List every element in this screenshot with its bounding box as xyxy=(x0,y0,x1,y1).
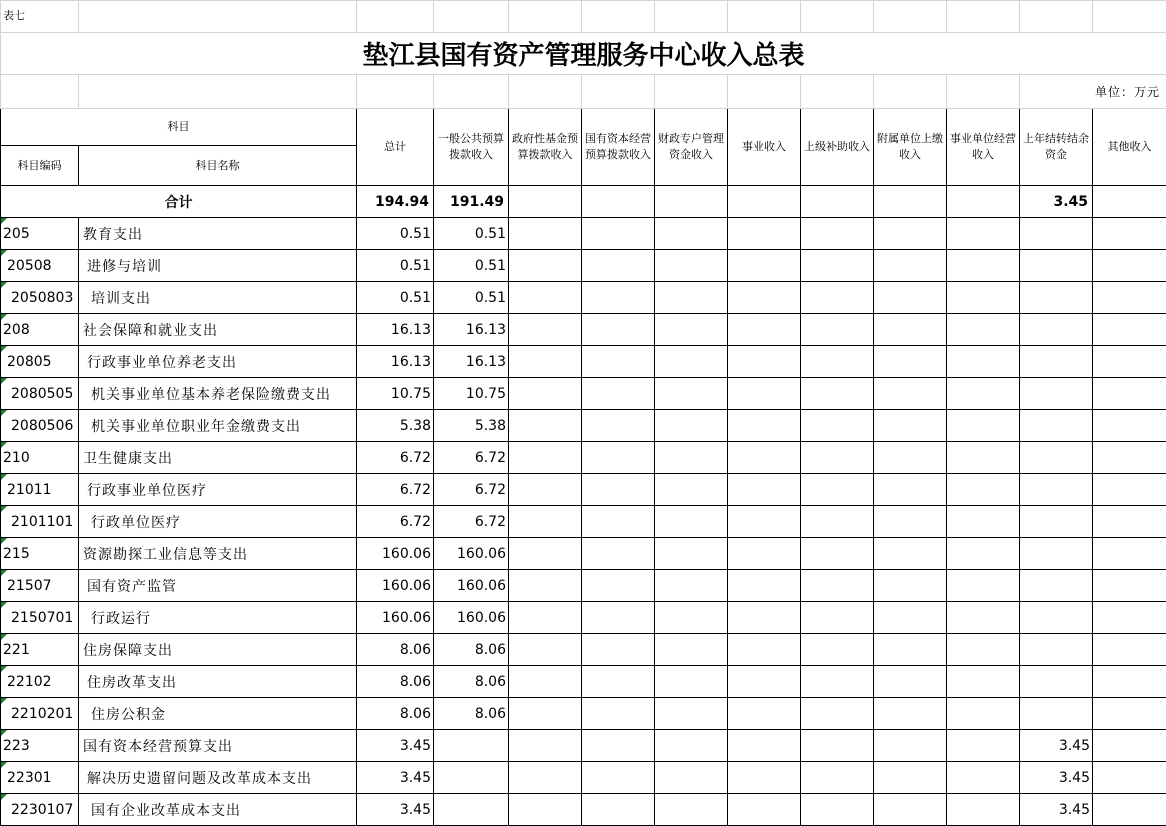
row-general-budget: 160.06 xyxy=(434,570,509,602)
row-other-income xyxy=(1093,378,1166,410)
row-fiscal-special xyxy=(655,666,728,698)
row-affiliated-unit xyxy=(874,698,947,730)
row-business-income xyxy=(728,794,801,826)
row-business-income xyxy=(728,602,801,634)
row-total: 8.06 xyxy=(357,634,434,666)
row-fiscal-special xyxy=(655,602,728,634)
row-general-budget: 5.38 xyxy=(434,410,509,442)
row-state-capital xyxy=(582,634,655,666)
row-gov-fund xyxy=(509,314,582,346)
row-affiliated-unit xyxy=(874,634,947,666)
row-general-budget: 0.51 xyxy=(434,282,509,314)
row-fiscal-special xyxy=(655,282,728,314)
row-fiscal-special xyxy=(655,634,728,666)
row-carryover xyxy=(1020,250,1093,282)
row-business-income xyxy=(728,346,801,378)
row-gov-fund xyxy=(509,698,582,730)
table-row xyxy=(1,762,1166,794)
header-fiscal-special: 财政专户管理资金收入 xyxy=(655,109,728,186)
row-business-income xyxy=(728,666,801,698)
row-affiliated-unit xyxy=(874,602,947,634)
table-row xyxy=(1,474,1166,506)
row-business-income xyxy=(728,730,801,762)
row-carryover xyxy=(1020,698,1093,730)
row-code: 221 xyxy=(1,634,79,666)
row-other-income xyxy=(1093,474,1166,506)
row-fiscal-special xyxy=(655,538,728,570)
row-carryover xyxy=(1020,346,1093,378)
row-business-operation xyxy=(947,410,1020,442)
row-code: 20805 xyxy=(1,346,79,378)
total-amount: 194.94 xyxy=(357,186,434,218)
row-name: 解决历史遗留问题及改革成本支出 xyxy=(79,762,357,794)
row-state-capital xyxy=(582,346,655,378)
row-business-operation xyxy=(947,634,1020,666)
row-superior-subsidy xyxy=(801,762,874,794)
row-fiscal-special xyxy=(655,474,728,506)
row-superior-subsidy xyxy=(801,570,874,602)
row-superior-subsidy xyxy=(801,634,874,666)
data-rows xyxy=(1,218,1166,826)
row-general-budget: 8.06 xyxy=(434,698,509,730)
row-business-income xyxy=(728,506,801,538)
row-total: 160.06 xyxy=(357,602,434,634)
row-name: 机关事业单位职业年金缴费支出 xyxy=(79,410,357,442)
row-total: 3.45 xyxy=(357,762,434,794)
row-total: 3.45 xyxy=(357,794,434,826)
header-business-operation: 事业单位经营收入 xyxy=(947,109,1020,186)
row-general-budget: 16.13 xyxy=(434,346,509,378)
row-gov-fund xyxy=(509,602,582,634)
row-name: 社会保障和就业支出 xyxy=(79,314,357,346)
row-general-budget: 16.13 xyxy=(434,314,509,346)
row-business-operation xyxy=(947,250,1020,282)
row-business-operation xyxy=(947,698,1020,730)
row-carryover xyxy=(1020,570,1093,602)
row-business-income xyxy=(728,218,801,250)
row-name: 住房保障支出 xyxy=(79,634,357,666)
row-carryover xyxy=(1020,666,1093,698)
row-gov-fund xyxy=(509,506,582,538)
row-total: 16.13 xyxy=(357,346,434,378)
row-code: 22301 xyxy=(1,762,79,794)
row-gov-fund xyxy=(509,442,582,474)
page-title: 垫江县国有资产管理服务中心收入总表 xyxy=(1,33,1166,75)
row-other-income xyxy=(1093,538,1166,570)
row-superior-subsidy xyxy=(801,474,874,506)
row-superior-subsidy xyxy=(801,730,874,762)
row-carryover xyxy=(1020,602,1093,634)
row-business-income xyxy=(728,250,801,282)
row-code: 2101101 xyxy=(1,506,79,538)
row-code: 2210201 xyxy=(1,698,79,730)
header-subject: 科目 xyxy=(1,109,357,146)
row-business-operation xyxy=(947,282,1020,314)
row-other-income xyxy=(1093,602,1166,634)
row-total: 16.13 xyxy=(357,314,434,346)
row-superior-subsidy xyxy=(801,314,874,346)
row-fiscal-special xyxy=(655,218,728,250)
row-total: 3.45 xyxy=(357,730,434,762)
row-other-income xyxy=(1093,506,1166,538)
row-state-capital xyxy=(582,506,655,538)
row-affiliated-unit xyxy=(874,442,947,474)
row-code: 2050803 xyxy=(1,282,79,314)
row-fiscal-special xyxy=(655,762,728,794)
row-state-capital xyxy=(582,474,655,506)
unit-label: 单位：万元 xyxy=(1020,75,1166,109)
row-superior-subsidy xyxy=(801,602,874,634)
row-superior-subsidy xyxy=(801,666,874,698)
row-affiliated-unit xyxy=(874,730,947,762)
row-affiliated-unit xyxy=(874,538,947,570)
total-label: 合计 xyxy=(1,186,357,218)
row-other-income xyxy=(1093,314,1166,346)
row-affiliated-unit xyxy=(874,314,947,346)
row-business-operation xyxy=(947,218,1020,250)
row-gov-fund xyxy=(509,570,582,602)
row-code: 215 xyxy=(1,538,79,570)
row-superior-subsidy xyxy=(801,282,874,314)
row-gov-fund xyxy=(509,730,582,762)
row-state-capital xyxy=(582,698,655,730)
table-row xyxy=(1,794,1166,826)
table-row xyxy=(1,218,1166,250)
header-gov-fund: 政府性基金预算拨款收入 xyxy=(509,109,582,186)
row-fiscal-special xyxy=(655,506,728,538)
total-general-budget: 191.49 xyxy=(434,186,509,218)
row-superior-subsidy xyxy=(801,506,874,538)
row-total: 160.06 xyxy=(357,538,434,570)
row-total: 8.06 xyxy=(357,698,434,730)
table-row xyxy=(1,282,1166,314)
row-name: 教育支出 xyxy=(79,218,357,250)
row-state-capital xyxy=(582,538,655,570)
row-superior-subsidy xyxy=(801,250,874,282)
row-code: 2150701 xyxy=(1,602,79,634)
table-row xyxy=(1,314,1166,346)
row-business-income xyxy=(728,634,801,666)
header-general-budget: 一般公共预算拨款收入 xyxy=(434,109,509,186)
header-affiliated-unit: 附属单位上缴收入 xyxy=(874,109,947,186)
row-carryover xyxy=(1020,282,1093,314)
row-business-income xyxy=(728,378,801,410)
row-business-operation xyxy=(947,794,1020,826)
row-business-income xyxy=(728,538,801,570)
header-other-income: 其他收入 xyxy=(1093,109,1166,186)
header-code: 科目编码 xyxy=(1,146,79,186)
row-other-income xyxy=(1093,250,1166,282)
row-name: 国有资产监管 xyxy=(79,570,357,602)
table-row xyxy=(1,634,1166,666)
row-state-capital xyxy=(582,314,655,346)
row-gov-fund xyxy=(509,218,582,250)
row-carryover xyxy=(1020,474,1093,506)
row-gov-fund xyxy=(509,794,582,826)
row-total: 6.72 xyxy=(357,506,434,538)
table-row xyxy=(1,666,1166,698)
total-carryover: 3.45 xyxy=(1020,186,1093,218)
row-general-budget: 6.72 xyxy=(434,442,509,474)
row-affiliated-unit xyxy=(874,474,947,506)
row-gov-fund xyxy=(509,762,582,794)
row-code: 20508 xyxy=(1,250,79,282)
row-state-capital xyxy=(582,762,655,794)
row-fiscal-special xyxy=(655,250,728,282)
row-other-income xyxy=(1093,570,1166,602)
row-business-operation xyxy=(947,314,1020,346)
row-carryover: 3.45 xyxy=(1020,794,1093,826)
table-row xyxy=(1,346,1166,378)
row-business-income xyxy=(728,570,801,602)
row-general-budget xyxy=(434,762,509,794)
row-business-income xyxy=(728,474,801,506)
row-affiliated-unit xyxy=(874,378,947,410)
row-business-income xyxy=(728,282,801,314)
header-name: 科目名称 xyxy=(79,146,357,186)
row-fiscal-special xyxy=(655,730,728,762)
row-other-income xyxy=(1093,794,1166,826)
row-affiliated-unit xyxy=(874,666,947,698)
row-state-capital xyxy=(582,794,655,826)
row-affiliated-unit xyxy=(874,250,947,282)
row-fiscal-special xyxy=(655,410,728,442)
row-superior-subsidy xyxy=(801,698,874,730)
row-superior-subsidy xyxy=(801,794,874,826)
row-name: 行政事业单位养老支出 xyxy=(79,346,357,378)
row-fiscal-special xyxy=(655,794,728,826)
row-gov-fund xyxy=(509,666,582,698)
table-tag: 表七 xyxy=(1,1,79,33)
row-code: 210 xyxy=(1,442,79,474)
row-name: 行政单位医疗 xyxy=(79,506,357,538)
row-superior-subsidy xyxy=(801,378,874,410)
row-total: 8.06 xyxy=(357,666,434,698)
row-business-operation xyxy=(947,378,1020,410)
table-row xyxy=(1,538,1166,570)
row-name: 资源勘探工业信息等支出 xyxy=(79,538,357,570)
row-affiliated-unit xyxy=(874,346,947,378)
row-fiscal-special xyxy=(655,698,728,730)
header-carryover: 上年结转结余资金 xyxy=(1020,109,1093,186)
row-fiscal-special xyxy=(655,314,728,346)
row-other-income xyxy=(1093,346,1166,378)
row-total: 0.51 xyxy=(357,250,434,282)
table-row xyxy=(1,442,1166,474)
row-state-capital xyxy=(582,282,655,314)
table-row xyxy=(1,730,1166,762)
row-code: 2080505 xyxy=(1,378,79,410)
row-name: 国有企业改革成本支出 xyxy=(79,794,357,826)
row-superior-subsidy xyxy=(801,410,874,442)
row-name: 卫生健康支出 xyxy=(79,442,357,474)
row-general-budget xyxy=(434,794,509,826)
row-business-operation xyxy=(947,602,1020,634)
row-state-capital xyxy=(582,442,655,474)
row-carryover xyxy=(1020,442,1093,474)
row-state-capital xyxy=(582,410,655,442)
row-business-income xyxy=(728,762,801,794)
row-state-capital xyxy=(582,730,655,762)
row-name: 进修与培训 xyxy=(79,250,357,282)
header-superior-subsidy: 上级补助收入 xyxy=(801,109,874,186)
row-gov-fund xyxy=(509,634,582,666)
row-superior-subsidy xyxy=(801,346,874,378)
row-fiscal-special xyxy=(655,570,728,602)
row-total: 6.72 xyxy=(357,474,434,506)
row-business-operation xyxy=(947,666,1020,698)
row-fiscal-special xyxy=(655,378,728,410)
row-other-income xyxy=(1093,762,1166,794)
row-state-capital xyxy=(582,250,655,282)
row-other-income xyxy=(1093,410,1166,442)
row-general-budget: 10.75 xyxy=(434,378,509,410)
row-carryover: 3.45 xyxy=(1020,762,1093,794)
row-carryover xyxy=(1020,218,1093,250)
row-affiliated-unit xyxy=(874,506,947,538)
row-code: 2080506 xyxy=(1,410,79,442)
row-general-budget: 160.06 xyxy=(434,538,509,570)
row-code: 21507 xyxy=(1,570,79,602)
row-name: 住房公积金 xyxy=(79,698,357,730)
row-state-capital xyxy=(582,378,655,410)
row-state-capital xyxy=(582,666,655,698)
row-other-income xyxy=(1093,634,1166,666)
row-code: 22102 xyxy=(1,666,79,698)
row-other-income xyxy=(1093,730,1166,762)
row-superior-subsidy xyxy=(801,218,874,250)
row-business-operation xyxy=(947,730,1020,762)
row-total: 5.38 xyxy=(357,410,434,442)
row-general-budget xyxy=(434,730,509,762)
table-row xyxy=(1,602,1166,634)
row-carryover xyxy=(1020,506,1093,538)
row-other-income xyxy=(1093,218,1166,250)
table-row xyxy=(1,698,1166,730)
row-name: 行政运行 xyxy=(79,602,357,634)
row-name: 行政事业单位医疗 xyxy=(79,474,357,506)
row-fiscal-special xyxy=(655,346,728,378)
row-code: 21011 xyxy=(1,474,79,506)
row-name: 住房改革支出 xyxy=(79,666,357,698)
row-business-income xyxy=(728,442,801,474)
row-business-operation xyxy=(947,474,1020,506)
row-gov-fund xyxy=(509,538,582,570)
row-business-operation xyxy=(947,442,1020,474)
row-business-income xyxy=(728,410,801,442)
table-row xyxy=(1,250,1166,282)
row-business-income xyxy=(728,314,801,346)
header-total: 总计 xyxy=(357,109,434,186)
row-affiliated-unit xyxy=(874,282,947,314)
row-code: 223 xyxy=(1,730,79,762)
row-other-income xyxy=(1093,282,1166,314)
row-business-operation xyxy=(947,538,1020,570)
table-row xyxy=(1,570,1166,602)
row-carryover xyxy=(1020,314,1093,346)
row-general-budget: 6.72 xyxy=(434,506,509,538)
row-affiliated-unit xyxy=(874,218,947,250)
row-general-budget: 0.51 xyxy=(434,218,509,250)
row-gov-fund xyxy=(509,282,582,314)
row-general-budget: 8.06 xyxy=(434,634,509,666)
row-gov-fund xyxy=(509,346,582,378)
table-row xyxy=(1,506,1166,538)
row-carryover xyxy=(1020,634,1093,666)
row-code: 205 xyxy=(1,218,79,250)
row-total: 160.06 xyxy=(357,570,434,602)
table-row xyxy=(1,378,1166,410)
row-gov-fund xyxy=(509,410,582,442)
row-business-income xyxy=(728,698,801,730)
row-code: 208 xyxy=(1,314,79,346)
row-other-income xyxy=(1093,442,1166,474)
row-carryover xyxy=(1020,410,1093,442)
row-total: 0.51 xyxy=(357,282,434,314)
row-superior-subsidy xyxy=(801,538,874,570)
row-total: 6.72 xyxy=(357,442,434,474)
header-business-income: 事业收入 xyxy=(728,109,801,186)
header-state-capital: 国有资本经营预算拨款收入 xyxy=(582,109,655,186)
row-gov-fund xyxy=(509,250,582,282)
row-business-operation xyxy=(947,346,1020,378)
row-business-operation xyxy=(947,762,1020,794)
row-state-capital xyxy=(582,602,655,634)
row-total: 10.75 xyxy=(357,378,434,410)
table-row xyxy=(1,410,1166,442)
row-business-operation xyxy=(947,570,1020,602)
row-code: 2230107 xyxy=(1,794,79,826)
row-carryover xyxy=(1020,378,1093,410)
row-state-capital xyxy=(582,218,655,250)
row-gov-fund xyxy=(509,474,582,506)
row-general-budget: 0.51 xyxy=(434,250,509,282)
row-general-budget: 160.06 xyxy=(434,602,509,634)
row-name: 机关事业单位基本养老保险缴费支出 xyxy=(79,378,357,410)
row-business-operation xyxy=(947,506,1020,538)
row-fiscal-special xyxy=(655,442,728,474)
row-other-income xyxy=(1093,666,1166,698)
row-affiliated-unit xyxy=(874,794,947,826)
row-carryover xyxy=(1020,538,1093,570)
row-gov-fund xyxy=(509,378,582,410)
row-name: 国有资本经营预算支出 xyxy=(79,730,357,762)
row-affiliated-unit xyxy=(874,570,947,602)
row-affiliated-unit xyxy=(874,410,947,442)
row-general-budget: 8.06 xyxy=(434,666,509,698)
row-total: 0.51 xyxy=(357,218,434,250)
row-state-capital xyxy=(582,570,655,602)
row-affiliated-unit xyxy=(874,762,947,794)
row-carryover: 3.45 xyxy=(1020,730,1093,762)
row-other-income xyxy=(1093,698,1166,730)
row-name: 培训支出 xyxy=(79,282,357,314)
row-general-budget: 6.72 xyxy=(434,474,509,506)
row-superior-subsidy xyxy=(801,442,874,474)
